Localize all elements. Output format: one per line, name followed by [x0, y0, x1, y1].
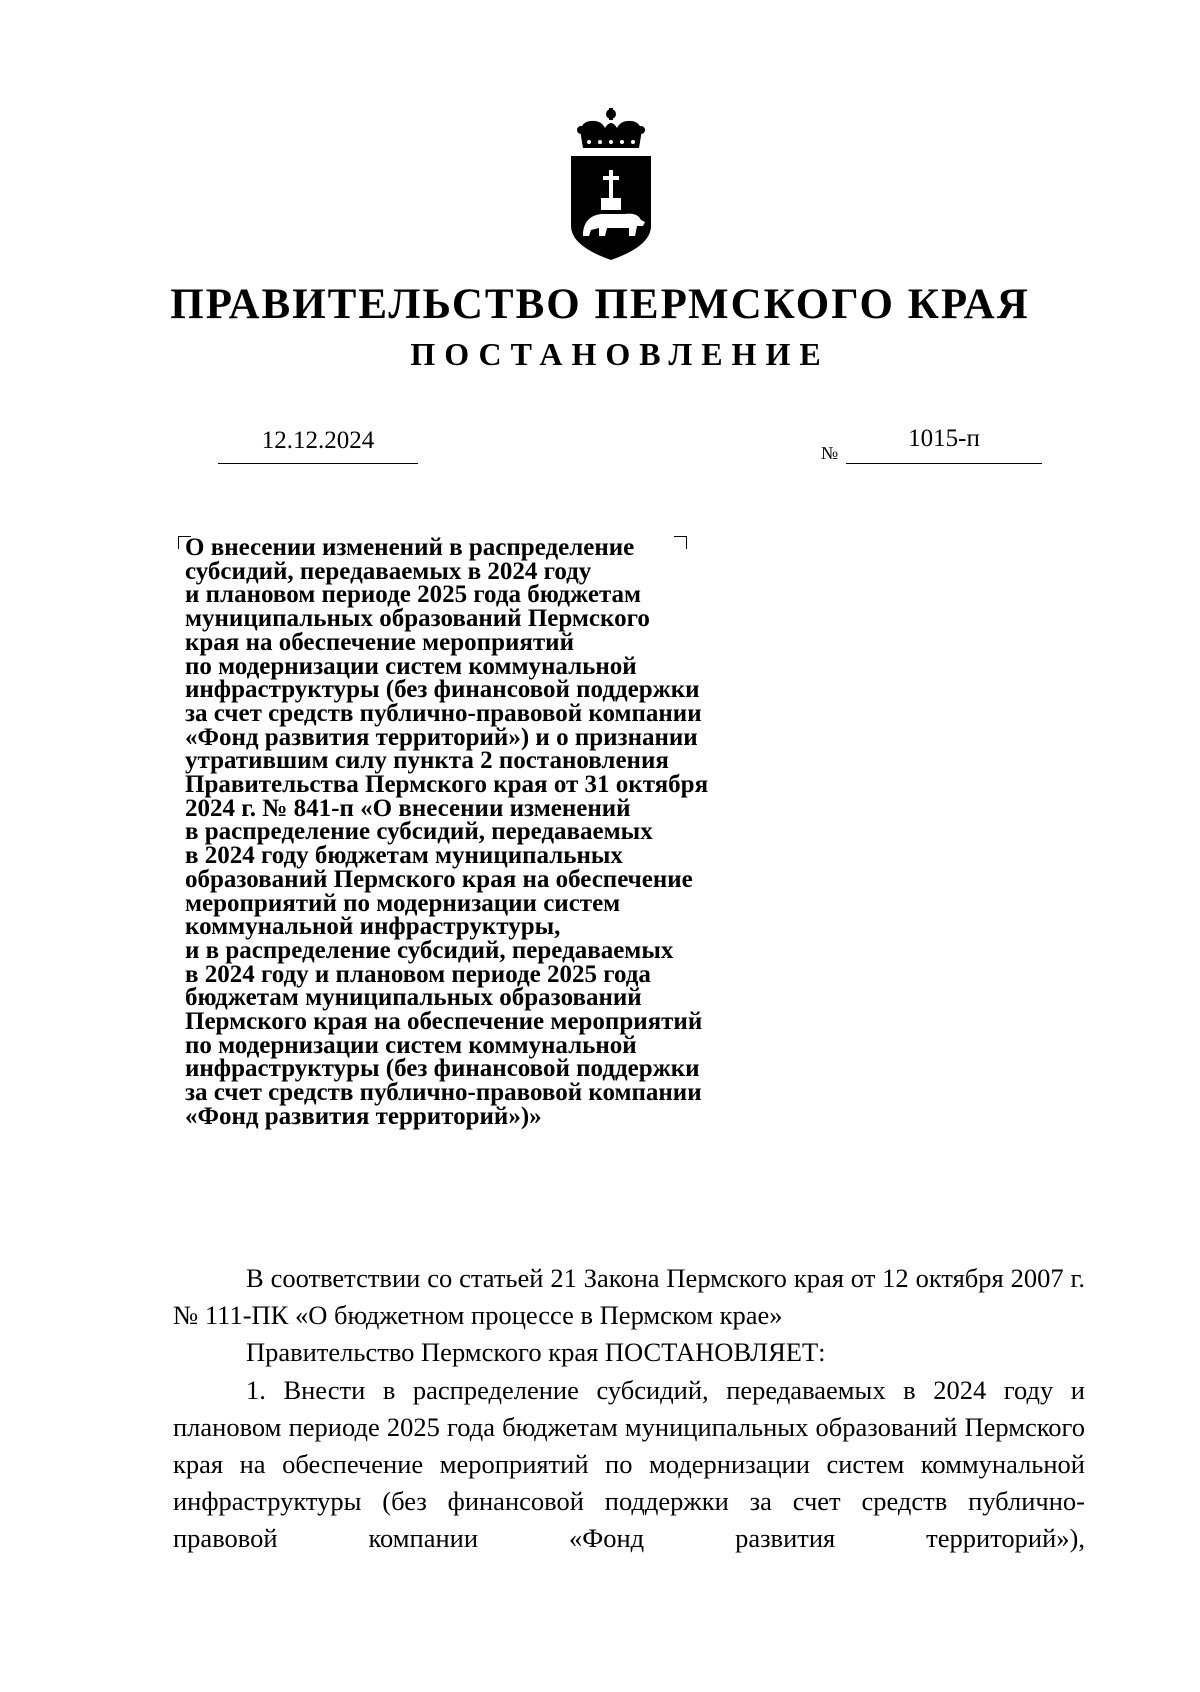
document-number-field: [846, 423, 1042, 463]
document-date-field: [218, 423, 418, 463]
subject-line: Пермского края на обеспечение мероприятий: [185, 1008, 703, 1036]
subject-line: субсидий, передаваемых в 2024 году: [185, 557, 592, 585]
document-type: ПОСТАНОВЛЕНИЕ: [410, 336, 830, 372]
subject-line: в распределение субсидий, передаваемых: [185, 818, 653, 846]
subject-line: «Фонд развития территорий») и о признании: [185, 723, 698, 751]
subject-line: по модернизации систем коммунальной: [185, 652, 637, 680]
subject-line: образований Пермского края на обеспечение: [185, 865, 693, 893]
clause-1-paragraph: 1. Внести в распределение субсидий, передаваемых в 2024 году и плановом периоде 2025 года бюджетам муниципальных образований Пермского края на обеспечение мероприятий по модернизации систем коммунальной инфраструктуры (без финансовой поддержки за счет средств публично-правовой компании «Фонд развития территорий»),: [173, 1374, 1085, 1554]
resolution-statement: Правительство Пермского края ПОСТАНОВЛЯЕТ:: [246, 1337, 826, 1368]
subject-line: за счет средств публично-правовой компании: [185, 699, 702, 727]
subject-line: инфраструктуры (без финансовой поддержки: [185, 1055, 700, 1083]
subject-line: муниципальных образований Пермского: [185, 605, 650, 633]
document-number: 1015-п: [908, 425, 980, 452]
document-body: [173, 1260, 1085, 1558]
perm-krai-coat-of-arms-icon: [567, 108, 655, 262]
subject-line: бюджетам муниципальных образований: [185, 984, 642, 1012]
organization-title: ПРАВИТЕЛЬСТВО ПЕРМСКОГО КРАЯ: [170, 281, 1030, 328]
number-sign: №: [821, 443, 839, 463]
subject-line: и плановом периоде 2025 года бюджетам: [185, 581, 642, 609]
subject-line: инфраструктуры (без финансовой поддержки: [185, 676, 700, 704]
subject-line: коммунальной инфраструктуры,: [185, 913, 561, 941]
subject-line: Правительства Пермского края от 31 октября: [185, 771, 709, 799]
legal-basis-paragraph: В соответствии со статьей 21 Закона Пермского края от 12 октября 2007 г. № 111-ПК «О бюджетном процессе в Пермском крае»: [173, 1263, 1085, 1331]
subject-line: утратившим силу пункта 2 постановления: [185, 747, 669, 775]
document-subject: [185, 536, 805, 1129]
subject-line: края на обеспечение мероприятий: [185, 628, 574, 656]
document-date: 12.12.2024: [261, 427, 375, 454]
subject-line: 2024 г. № 841-п «О внесении изменений: [185, 794, 631, 822]
subject-line: «Фонд развития территорий»)»: [185, 1102, 542, 1130]
subject-line: и в распределение субсидий, передаваемых: [185, 936, 674, 964]
subject-line: в 2024 году бюджетам муниципальных: [185, 842, 623, 870]
subject-line: по модернизации систем коммунальной: [185, 1031, 637, 1059]
subject-line: мероприятий по модернизации систем: [185, 889, 621, 917]
subject-line: О внесении изменений в распределение: [185, 534, 635, 561]
subject-line: в 2024 году и плановом периоде 2025 года: [185, 960, 651, 988]
subject-line: за счет средств публично-правовой компании: [185, 1079, 702, 1107]
date-underline: [218, 463, 418, 464]
number-underline: [846, 463, 1042, 464]
